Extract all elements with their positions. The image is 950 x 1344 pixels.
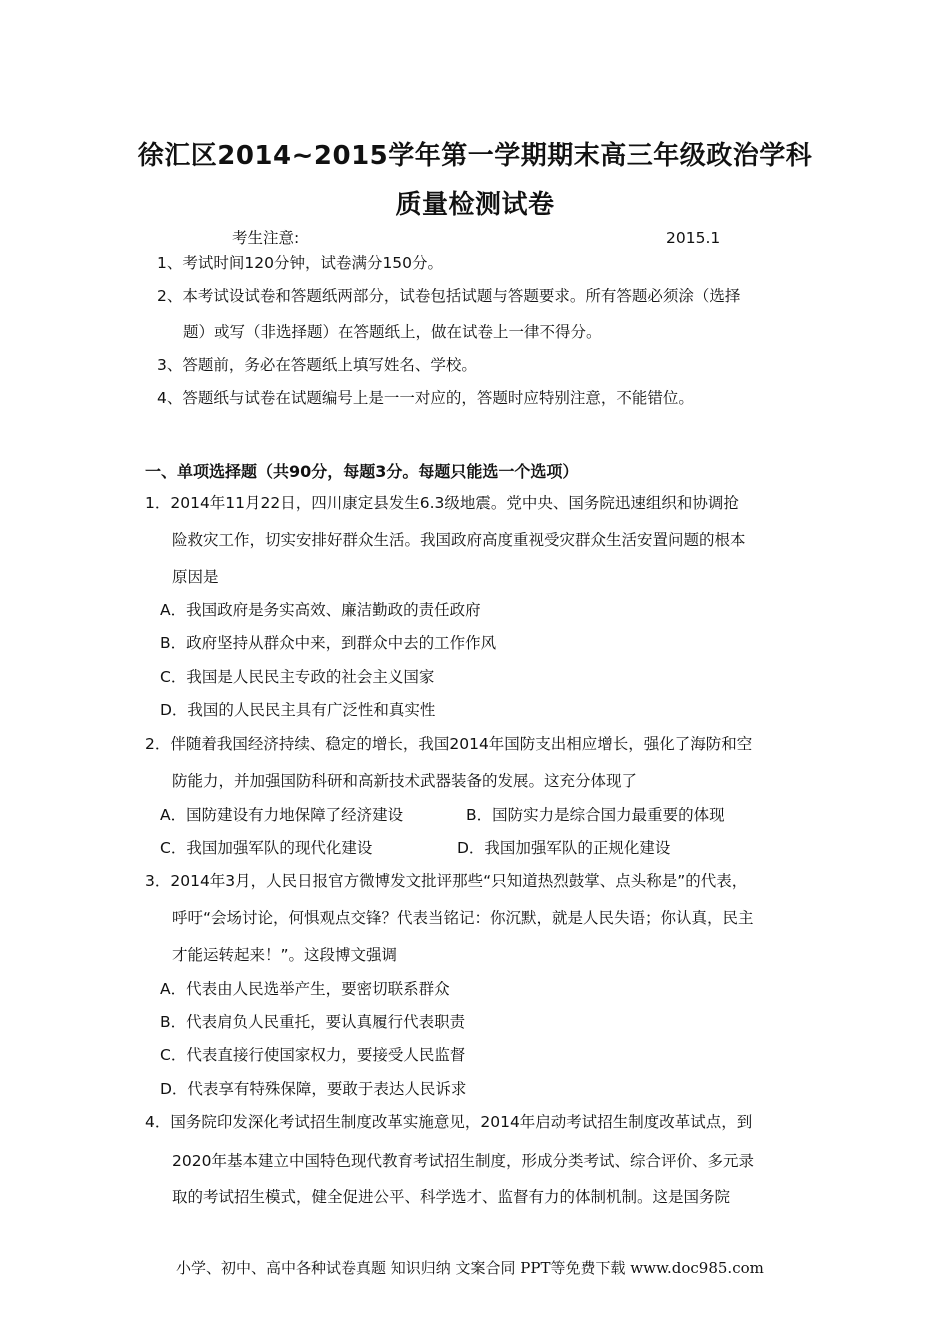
footer-advert: 小学、初中、高中各种试卷真题 知识归纳 文案合同 PPT等免费下载 www.doc985.com [176,1259,764,1277]
question-2-option-d: D．我国加强军队的正规化建设 [457,839,671,857]
notice-item: 1、考试时间120分钟，试卷满分150分。 [157,254,444,272]
page-title-line-2: 质量检测试卷 [395,190,555,220]
question-3-option-c: C．代表直接行使国家权力，要接受人民监督 [160,1046,466,1064]
question-2-option-a: A．国防建设有力地保障了经济建设 [160,806,404,824]
page-title-line-1: 徐汇区2014~2015学年第一学期期末高三年级政治学科 [137,141,813,171]
section-heading: 一、单项选择题（共90分，每题3分。每题只能选一个选项） [145,462,579,481]
question-1-option-d: D．我国的人民民主具有广泛性和真实性 [160,701,436,719]
notice-item: 2、本考试设试卷和答题纸两部分，试卷包括试题与答题要求。所有答题必须涂（选择 [157,287,741,305]
question-1-line: 1．2014年11月22日，四川康定县发生6.3级地震。党中央、国务院迅速组织和协调抢 [145,494,739,512]
question-2-option-c: C．我国加强军队的现代化建设 [160,839,373,857]
notice-item: 题）或写（非选择题）在答题纸上，做在试卷上一律不得分。 [183,323,602,341]
question-3-option-d: D．代表享有特殊保障，要敢于表达人民诉求 [160,1080,467,1098]
question-4-line: 取的考试招生模式，健全促进公平、科学选才、监督有力的体制机制。这是国务院 [172,1188,731,1206]
question-4-line: 4．国务院印发深化考试招生制度改革实施意见，2014年启动考试招生制度改革试点，到 [145,1113,753,1131]
question-3-option-b: B．代表肩负人民重托，要认真履行代表职责 [160,1013,466,1031]
exam-date: 2015.1 [666,229,721,247]
notice-label: 考生注意: [232,229,300,247]
question-1-option-a: A．我国政府是务实高效、廉洁勤政的责任政府 [160,601,481,619]
question-3-line: 3．2014年3月，人民日报官方微博发文批评那些“只知道热烈鼓掌、点头称是”的代表， [145,872,748,890]
notice-item: 3、答题前，务必在答题纸上填写姓名、学校。 [157,356,477,374]
question-2-line: 防能力，并加强国防科研和高新技术武器装备的发展。这充分体现了 [172,772,638,790]
question-4-line: 2020年基本建立中国特色现代教育考试招生制度，形成分类考试、综合评价、多元录 [172,1152,754,1170]
question-3-line: 才能运转起来！”。这段博文强调 [172,946,398,964]
question-1-line: 险救灾工作，切实安排好群众生活。我国政府高度重视受灾群众生活安置问题的根本 [172,531,746,549]
question-1-line: 原因是 [172,568,219,586]
question-2-option-b: B．国防实力是综合国力最重要的体现 [466,806,725,824]
question-2-line: 2．伴随着我国经济持续、稳定的增长，我国2014年国防支出相应增长，强化了海防和空 [145,735,753,753]
notice-item: 4、答题纸与试卷在试题编号上是一一对应的，答题时应特别注意，不能错位。 [157,389,694,407]
question-1-option-b: B．政府坚持从群众中来，到群众中去的工作作风 [160,634,497,652]
question-3-option-a: A．代表由人民选举产生，要密切联系群众 [160,980,450,998]
question-1-option-c: C．我国是人民民主专政的社会主义国家 [160,668,435,686]
question-3-line: 呼吁“会场讨论，何惧观点交锋？代表当铭记：你沉默，就是人民失语；你认真，民主 [172,909,754,927]
